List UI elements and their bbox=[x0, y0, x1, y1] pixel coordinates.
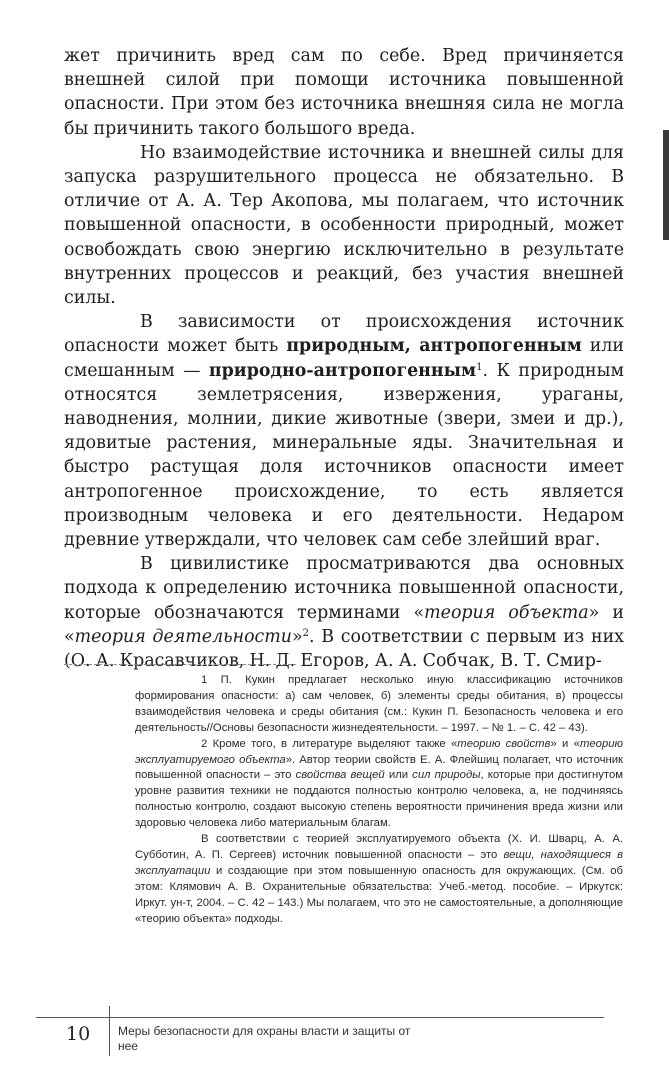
footnote-2: 2 Кроме того, в литературе выделяют также «теорию свойств» и «теорию эксплуатируемого объекта». Автор теории свойств Е. А. Флейшиц полагает, что источник повышенной опасности – это свойства вещей или сил природы, которые при достигнутом уровне развития техники не поддаются полностью контролю человека, а, не подчиняясь полностью контролю, создают высокую степень вероятности причинения вреда жизни или здоровью человека либо материальным благам. bbox=[135, 737, 624, 830]
footer-rule bbox=[36, 1017, 604, 1018]
paragraph-3: В зависимости от происхождения источник опасности может быть природным, антропогенным или смешанным — природно-антропогенным$^1$. К природным относятся землетрясения, извержения, ураганы, наводнения, молнии, дикие животные (звери, змеи и др.), ядовитые растения, минеральные яды. Значительная и быстро растущая доля источников опасности имеет антропогенное происхождение, то есть является производным человека и его деятельности. Недаром древние утверждали, что человек сам себе злейший враг. bbox=[64, 312, 624, 551]
paragraph-2: Но взаимодействие источника и внешней силы для запуска разрушительного процесса не обязательно. В отличие от А. А. Тер Акопова, мы полагаем, что источник повышенной опасности, в особенности природный, может освобождать свою энергию исключительно в результате внутренних процессов и реакций, без участия внешней силы. bbox=[64, 142, 624, 309]
paragraph-1: жет причинить вред сам по себе. Вред причиняется внешней силой при помощи источника повышенной опасности. При этом без источника внешняя сила не могла бы причинить такого большого вреда. bbox=[64, 46, 624, 139]
footer-divider bbox=[109, 1006, 110, 1056]
term-natural-anthropogenic: природным, антропогенным bbox=[286, 336, 582, 357]
running-title: Меры безопасности для охраны власти и защиты от нее bbox=[118, 1024, 411, 1053]
main-text bbox=[64, 44, 624, 673]
page-number: 10 bbox=[66, 1023, 91, 1045]
term-mixed: природно-антропогенным bbox=[208, 360, 477, 381]
page-edge-mark bbox=[663, 130, 669, 240]
term-activity-theory: теория деятельности bbox=[74, 626, 292, 647]
paragraph-4: В цивилистике просматриваются два основных подхода к определению источника повышенной опасности, которые обозначаются терминами «теория объекта» и «теория деятельности»$^2$. В соответствии с первым из них (О. А. Красавчиков, Н. Д. Егоров, А. А. Собчак, В. Т. Смир- bbox=[64, 554, 624, 672]
term-object-theory: теория объекта bbox=[424, 602, 589, 623]
footnote-ref-1: 1 bbox=[476, 361, 483, 373]
footnote-1: 1 П. Кукин предлагает несколько иную классификацию источников формирования опасности: а) сам человек, б) элементы среды обитания, в) процессы взаимодействия человека и среды обитания (см.: Кукин П. Безопасность человека и его деятельность//Основы безопасности жизнедеятельности. – 1997. – № 1. – С. 42 – 43). bbox=[135, 674, 623, 734]
footnote-separator bbox=[64, 664, 296, 665]
footnote-2-continued: В соответствии с теорией эксплуатируемого объекта (Х. И. Шварц, А. А. Субботин, А. П. Сергеев) источник повышенной опасности – это вещи, находящиеся в эксплуатации и создающие при этом повышенную опасность для окружающих. (См. об этом: Клямович А. В. Охранительные обязательства: Учеб.-метод. пособие. – Иркутск: Иркут. ун-т, 2004. – С. 42 – 143.) Мы полагаем, что это не самостоятельные, а дополняющие «теорию объекта» подходы. bbox=[135, 833, 623, 925]
footnotes bbox=[135, 673, 623, 928]
footnote-ref-2: 2 bbox=[302, 627, 309, 639]
